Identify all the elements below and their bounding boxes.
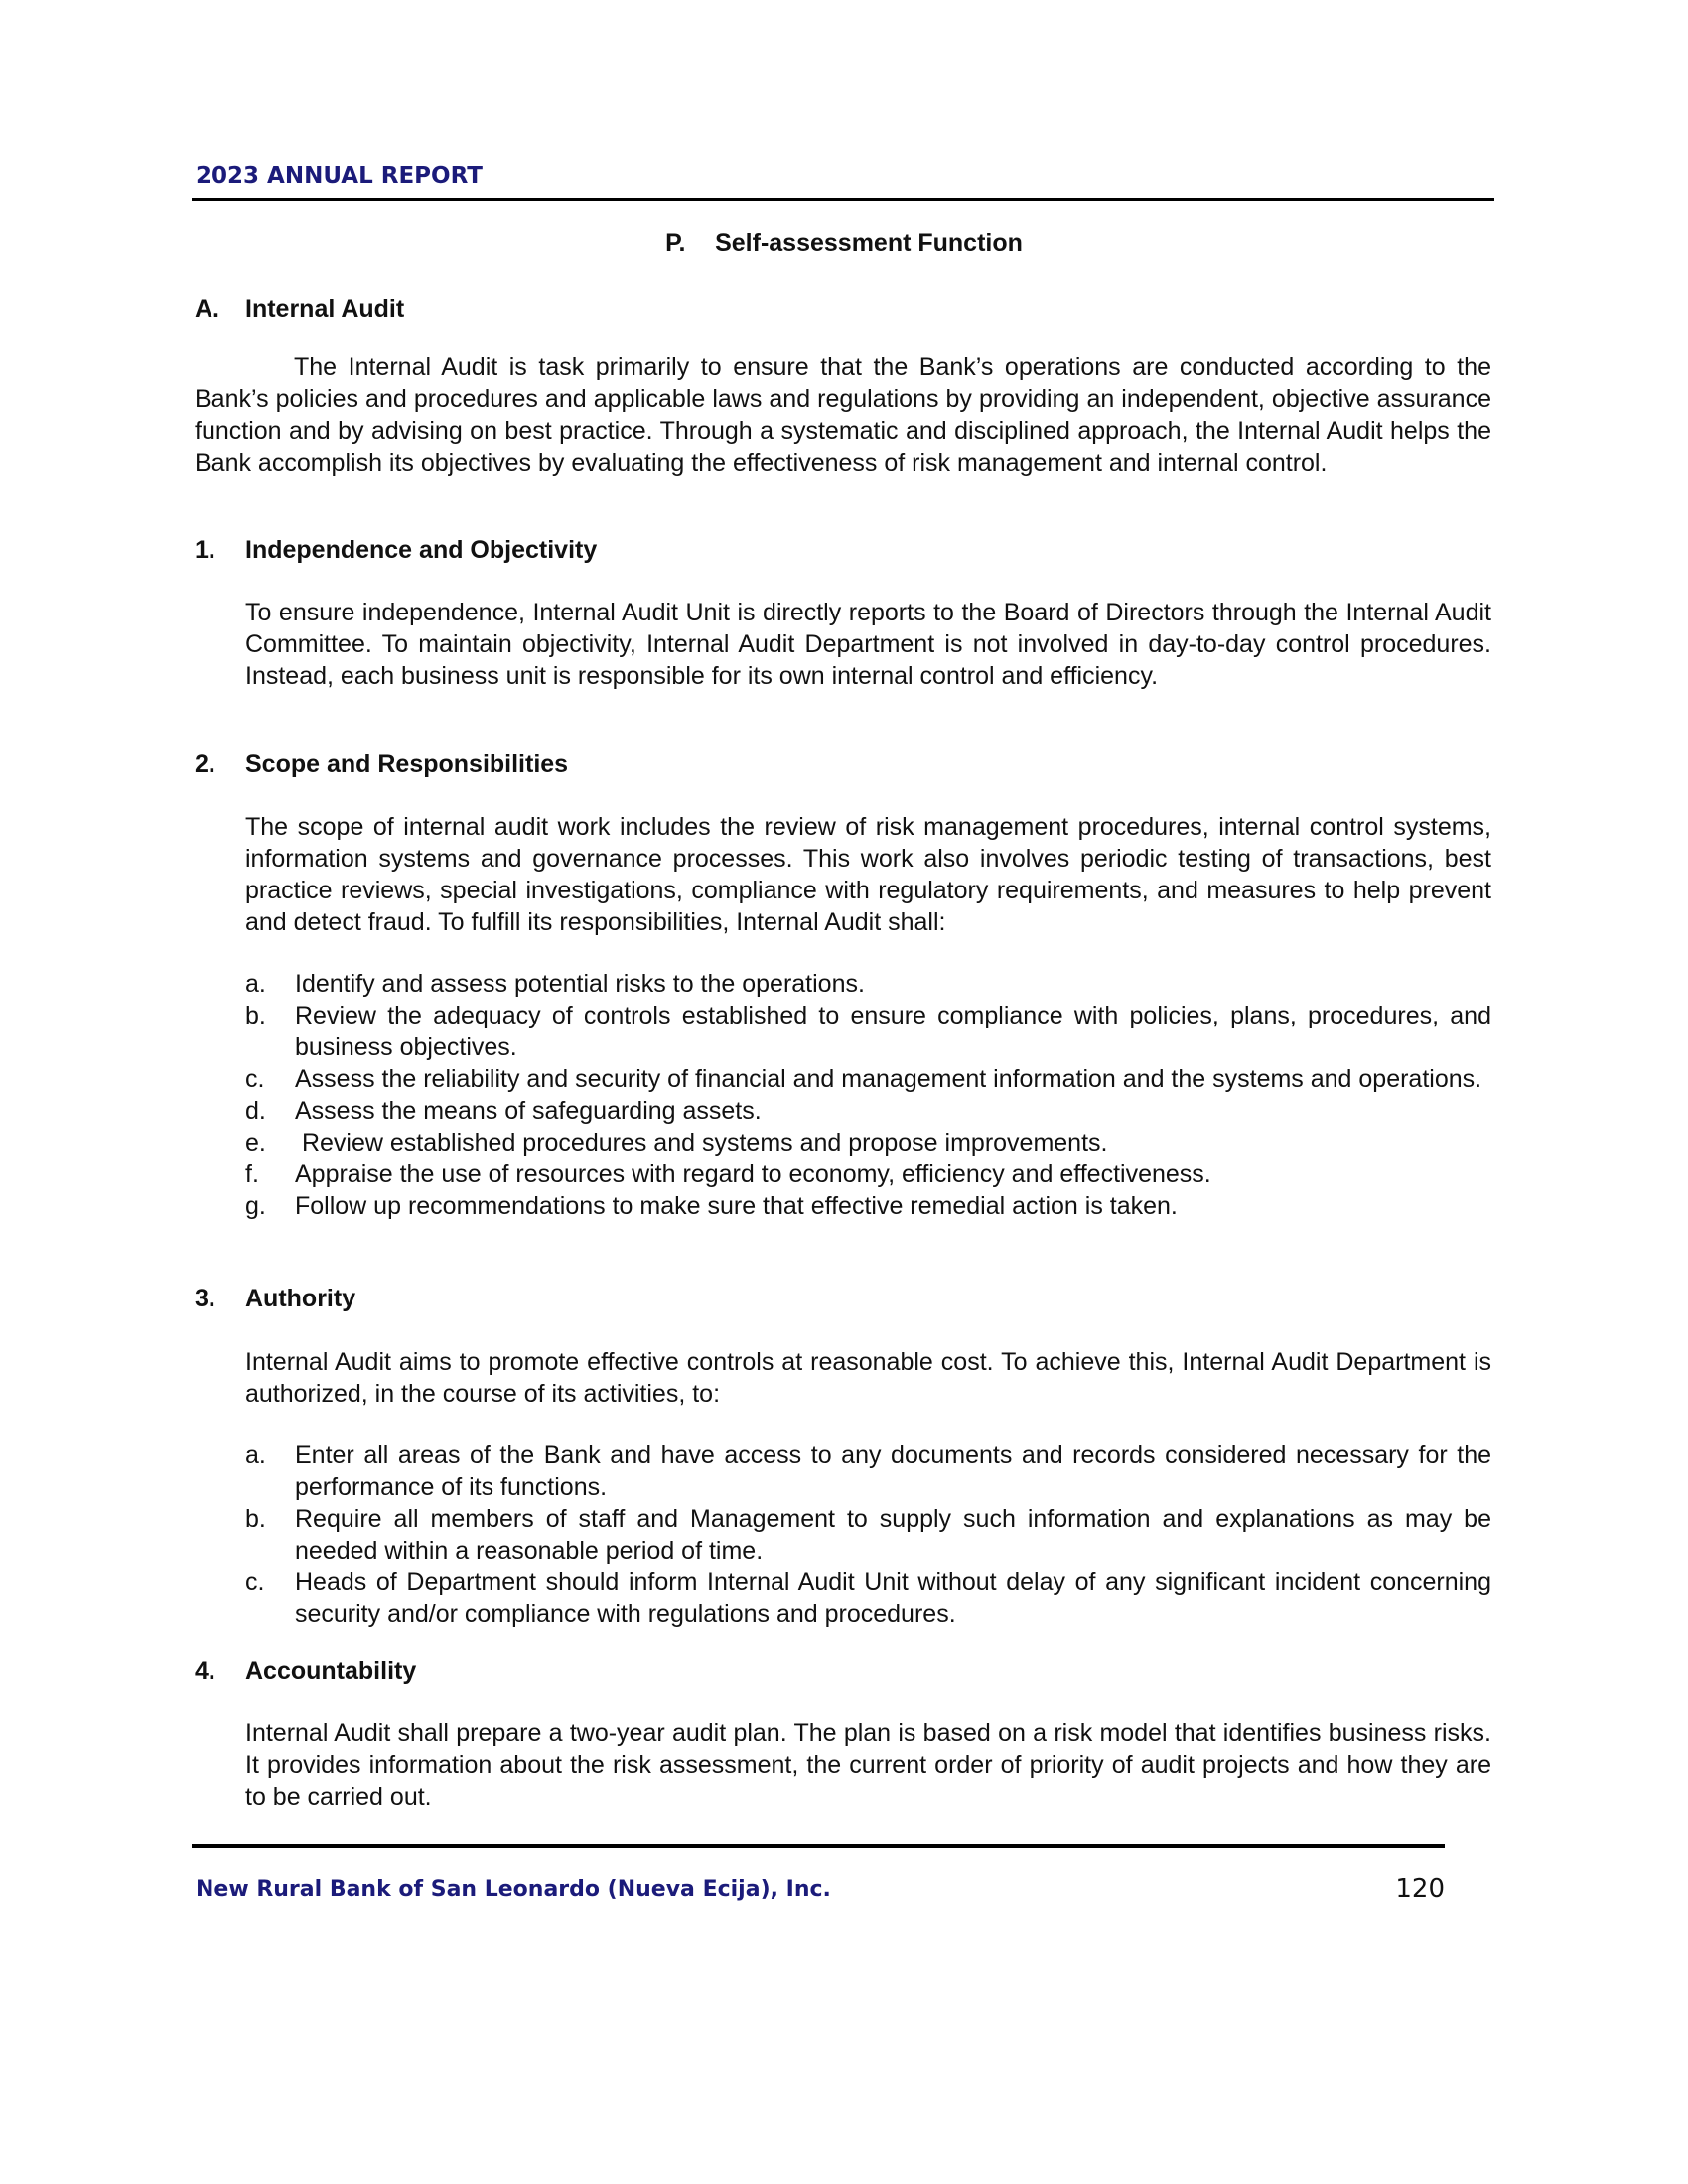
- independence-paragraph: To ensure independence, Internal Audit Unit is directly reports to the Board of Directors through the Internal Audit Committee. To maintain objectivity, Internal Audit Department is not involved in day-to-day control procedures. Instead, each business unit is responsible for its own internal control and efficiency.: [245, 599, 1491, 690]
- item-heading-text: Scope and Responsibilities: [245, 751, 569, 778]
- list-item-text: Follow up recommendations to make sure that effective remedial action is taken.: [295, 1192, 1178, 1220]
- subsection-heading: [195, 295, 404, 324]
- scope-responsibilities-list: [245, 968, 1498, 1222]
- section-letter: P.: [665, 229, 686, 257]
- item-heading-text: Independence and Objectivity: [245, 536, 598, 564]
- list-item: [245, 1503, 1498, 1567]
- intro-paragraph: The Internal Audit is task primarily to ensure that the Bank’s operations are conducted according to the Bank’s policies and procedures and applicable laws and regulations by providing an independent, objective assurance function and by advising on best practice. Through a systematic and disciplined approach, the Internal Audit helps the Bank accomplish its objectives by evaluating the effectiveness of risk management and internal control.: [195, 353, 1491, 477]
- subsection-letter: A.: [195, 295, 219, 323]
- list-item: [245, 968, 1491, 1000]
- item-heading-text: Accountability: [245, 1657, 417, 1685]
- list-item-text: Review the adequacy of controls established to ensure compliance with policies, plans, procedures, and business objectives.: [295, 1002, 1498, 1061]
- item-heading-scope: [195, 751, 568, 779]
- authority-paragraph: Internal Audit aims to promote effective controls at reasonable cost. To achieve this, Internal Audit Department is authorized, in the course of its activities, to:: [245, 1348, 1491, 1408]
- list-marker: a.: [245, 1441, 266, 1469]
- item-heading-independence: [195, 536, 597, 565]
- list-item: [245, 1159, 1491, 1190]
- list-item-text: Assess the means of safeguarding assets.: [295, 1097, 762, 1125]
- list-item: [245, 1190, 1491, 1222]
- footer-divider: [192, 1844, 1445, 1848]
- section-title-text: Self-assessment Function: [715, 229, 1023, 257]
- list-item-text: Review established procedures and systems and propose improvements.: [295, 1129, 1108, 1157]
- list-marker: b.: [245, 1505, 266, 1533]
- list-item-text: Assess the reliability and security of financial and management information and the systems and operations.: [295, 1065, 1482, 1093]
- list-marker: g.: [245, 1192, 266, 1220]
- footer-organization: New Rural Bank of San Leonardo (Nueva Ecija), Inc.: [196, 1877, 831, 1902]
- list-item: [245, 1095, 1491, 1127]
- list-marker: d.: [245, 1097, 266, 1125]
- list-marker: b.: [245, 1002, 266, 1029]
- header-divider: [192, 198, 1494, 201]
- item-heading-authority: [195, 1285, 355, 1313]
- item-number: 2.: [195, 751, 215, 778]
- accountability-paragraph: Internal Audit shall prepare a two-year audit plan. The plan is based on a risk model that identifies business risks. It provides information about the risk assessment, the current order of priority of audit projects and how they are to be carried out.: [245, 1719, 1491, 1811]
- list-item: [245, 1567, 1498, 1630]
- item-number: 1.: [195, 536, 215, 564]
- list-marker: e.: [245, 1129, 266, 1157]
- item-heading-accountability: [195, 1657, 416, 1686]
- list-marker: f.: [245, 1160, 259, 1188]
- scope-paragraph: The scope of internal audit work includes the review of risk management procedures, internal control systems, information systems and governance processes. This work also involves periodic testing of transactions, best practice reviews, special investigations, compliance with regulatory requirements, and measures to help prevent and detect fraud. To fulfill its responsibilities, Internal Audit shall:: [245, 813, 1491, 936]
- list-item: [245, 1439, 1498, 1503]
- list-item: [245, 1000, 1498, 1063]
- item-heading-text: Authority: [245, 1285, 356, 1312]
- report-header-title: 2023 ANNUAL REPORT: [196, 163, 483, 189]
- item-number: 3.: [195, 1285, 215, 1312]
- list-item-text: Identify and assess potential risks to the operations.: [295, 970, 865, 998]
- list-marker: c.: [245, 1065, 265, 1093]
- list-item: [245, 1063, 1491, 1095]
- list-marker: a.: [245, 970, 266, 998]
- section-title: [0, 229, 1688, 258]
- subsection-heading-text: Internal Audit: [245, 295, 405, 323]
- page-number: 120: [1395, 1874, 1445, 1904]
- authority-list: [245, 1439, 1498, 1630]
- list-item-text: Appraise the use of resources with regard to economy, efficiency and effectiveness.: [295, 1160, 1211, 1188]
- item-number: 4.: [195, 1657, 215, 1685]
- list-item-text: Heads of Department should inform Internal Audit Unit without delay of any significant incident concerning security and/or compliance with regulations and procedures.: [295, 1569, 1498, 1628]
- list-item-text: Require all members of staff and Management to supply such information and explanations as may be needed within a reasonable period of time.: [295, 1505, 1498, 1565]
- list-item: [245, 1127, 1491, 1159]
- list-marker: c.: [245, 1569, 265, 1596]
- list-item-text: Enter all areas of the Bank and have access to any documents and records considered necessary for the performance of its functions.: [295, 1441, 1498, 1501]
